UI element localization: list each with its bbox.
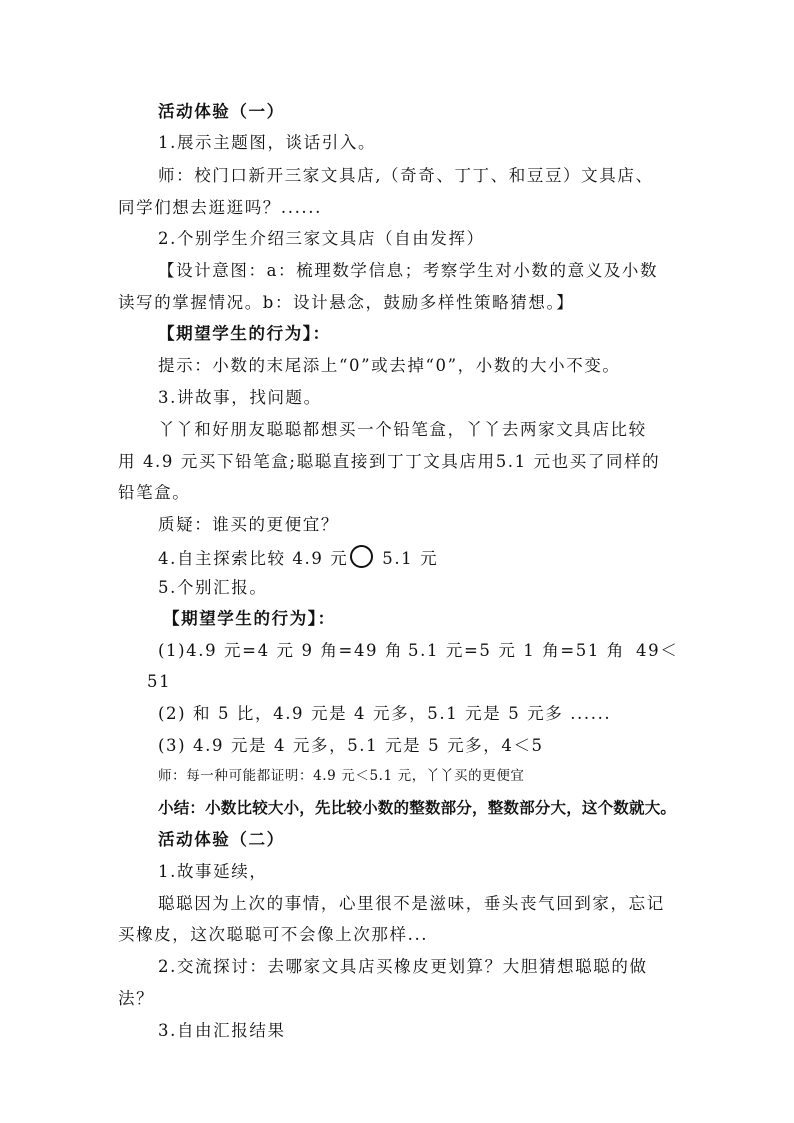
design-intent-line2: 读写的掌握情况。b：设计悬念，鼓励多样性策略猜想。】 xyxy=(118,293,575,312)
story-line2: 用 4.9 元买下铅笔盒;聪聪直接到丁丁文具店用5.1 元也买了同样的 xyxy=(118,452,661,471)
step4-suffix: 5.1 元 xyxy=(375,549,439,568)
activity2-story-line1: 聪聪因为上次的事情，心里很不是滋味，垂头丧气回到家，忘记 xyxy=(158,894,665,913)
activity2-step2-line2: 法？ xyxy=(118,989,155,1008)
report1-part-d: 51 xyxy=(147,672,172,691)
teacher-line2: 同学们想去逛逛吗？...... xyxy=(118,198,322,217)
report3-line: (3) 4.9 元是 4 元多，5.1 元是 5 元多，4＜5 xyxy=(158,736,544,755)
activity2-heading: 活动体验（二） xyxy=(158,830,285,849)
report1-part-b: 5.1 元=5 元 1 角=51 角 xyxy=(408,641,625,660)
teacher-line1: 师：校门口新开三家文具店,（奇奇、丁丁、和豆豆）文具店、 xyxy=(158,166,654,185)
expected-behavior-heading-2: 【期望学生的行为】： xyxy=(163,609,336,628)
report1-part-c: 49＜ xyxy=(636,641,679,660)
activity1-step3: 3.讲故事，找问题。 xyxy=(158,388,322,407)
summary-text: 小结：小数比较大小，先比较小数的整数部分，整数部分大，这个数就大。 xyxy=(158,799,677,817)
story-line3: 铅笔盒。 xyxy=(118,483,191,502)
hint-text: 提示：小数的末尾添上“0”或去掉“0”，小数的大小不变。 xyxy=(158,356,621,375)
story-line1: 丫丫和好朋友聪聪都想买一个铅笔盒，丫丫去两家文具店比较 xyxy=(158,420,647,439)
step4-prefix: 4.自主探索比较 4.9 元 xyxy=(158,549,349,568)
report2-line: (2) 和 5 比，4.9 元是 4 元多，5.1 元是 5 元多 ...... xyxy=(158,704,612,723)
report1-line xyxy=(158,640,403,662)
compare-circle xyxy=(350,545,373,568)
activity2-step2-line1: 2.交流探讨：去哪家文具店买橡皮更划算？大胆猜想聪聪的做 xyxy=(158,957,648,976)
activity1-step1: 1.展示主题图，谈话引入。 xyxy=(158,133,377,152)
activity1-heading: 活动体验（一） xyxy=(158,102,285,121)
activity2-step1: 1.故事延续， xyxy=(158,862,268,881)
design-intent-line1: 【设计意图：a：梳理数学信息；考察学生对小数的意义及小数 xyxy=(158,261,659,280)
activity2-story-line2: 买橡皮，这次聪聪可不会像上次那样... xyxy=(118,925,429,944)
expected-behavior-heading-1: 【期望学生的行为】： xyxy=(158,324,331,343)
report1-part-a: (1)4.9 元=4 元 9 角=49 角 xyxy=(158,641,404,660)
activity1-step4 xyxy=(158,545,438,570)
activity2-step3: 3.自由汇报结果 xyxy=(158,1021,286,1040)
teacher-conclusion: 师：每一种可能都证明：4.9 元＜5.1 元，丫丫买的更便宜 xyxy=(158,768,525,784)
activity1-step2: 2.个别学生介绍三家文具店（自由发挥） xyxy=(158,229,485,248)
question-text: 质疑：谁买的更便宜？ xyxy=(158,515,339,534)
activity1-step5: 5.个别汇报。 xyxy=(158,578,268,597)
